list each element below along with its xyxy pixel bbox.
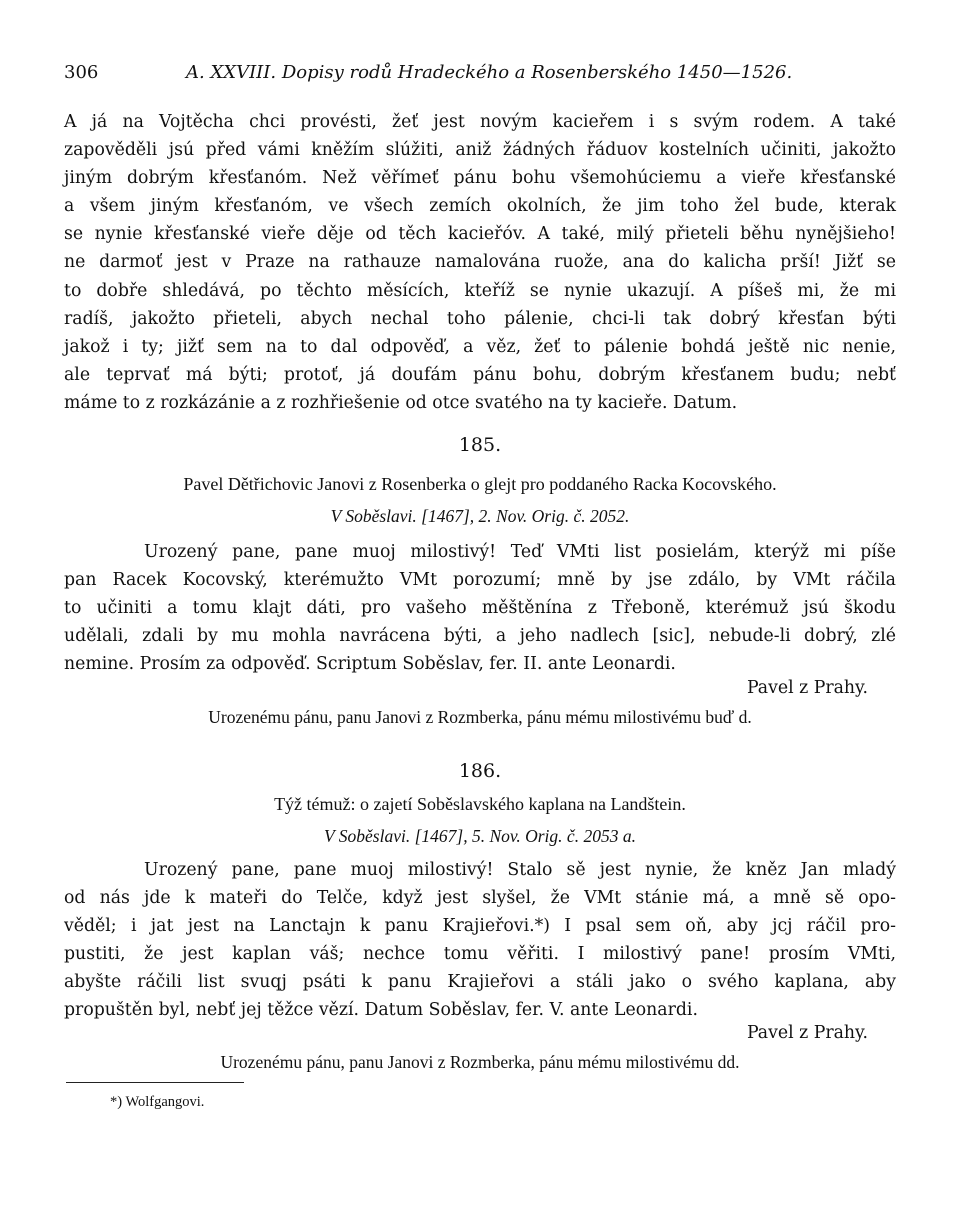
- letter-address: Urozenému pánu, panu Janovi z Rozmberka, pánu mému milostivému dd.: [220, 1052, 740, 1072]
- text-line: zapověděli jsú před vámi kněžím slúžiti, aniž žádných řáduov kostelních učiniti, jakožto: [64, 140, 896, 161]
- footnote: *) Wolfgangovi.: [110, 1094, 205, 1110]
- page-header: [64, 62, 904, 88]
- text-line: se nynie křesťanské vieře děje od těch kacieřóv. A také, milý přieteli běhu nynějšieho!: [64, 224, 896, 245]
- signature: Pavel z Prahy.: [746, 1023, 868, 1043]
- letter-number: 186.: [458, 760, 502, 782]
- letter-heading: Týž témuž: o zajetí Soběslavského kaplana na Landštein.: [274, 794, 686, 814]
- text-line: od nás jde k mateři do Telče, když jest slyšel, že VMt stánie má, a mně sě opo-: [64, 888, 896, 909]
- text-line: jiným dobrým křesťanóm. Než věřímeť pánu bohu všemohúciemu a vieře křesťanské: [64, 168, 896, 189]
- letter-body: [64, 856, 896, 1025]
- text-line: to dobře shledává, po těchto měsících, kteříž se nynie ukazují. A píšeš mi, že mi: [64, 280, 896, 301]
- text-line: ne darmoť jest v Praze na rathauze namalována ruože, ana do kalicha prší! Jižť se: [64, 252, 896, 273]
- letter-body: [64, 538, 896, 678]
- text-line: Urozený pane, pane muoj milostivý! Teď VMti list posielám, kterýž mi píše: [144, 542, 896, 562]
- text-line: abyšte ráčili list svuqj psáti k panu Krajieřovi a stáli jako o svého kaplana, aby: [64, 972, 896, 993]
- running-title: A. XXVIII. Dopisy rodů Hradeckého a Rosenberského 1450—1526.: [186, 62, 793, 83]
- letter-date-line: V Soběslavi. [1467], 2. Nov. Orig. č. 2052.: [330, 506, 630, 526]
- text-line: pustiti, že jest kaplan váš; nechce tomu věřiti. I milostivý pane! prosím VMti,: [64, 944, 896, 965]
- text-line: radíš, jakožto přieteli, abych nechal toho pálenie, chci-li tak dobrý křesťan býti: [64, 308, 896, 329]
- text-line: jakož i ty; jižť sem na to dal odpověď, a věz, žeť to pálenie bohdá ještě nic nenie,: [64, 336, 896, 357]
- text-line: A já na Vojtěcha chci provésti, žeť jest novým kacieřem i s svým rodem. A také: [64, 112, 896, 132]
- signature: Pavel z Prahy.: [746, 678, 868, 698]
- text-line: to učiniti a tomu klajt dáti, pro vašeho měštěnína z Třeboně, kterémuž jsú škodu: [64, 598, 896, 619]
- text-line: pan Racek Kocovský, kterémužto VMt porozumí; mně by jse zdálo, by VMt ráčila: [64, 570, 896, 591]
- text-line: věděl; i jat jest na Lanctajn k panu Krajieřovi.*) I psal sem oň, aby jcj ráčil pro-: [64, 916, 896, 937]
- text-line: nemine. Prosím za odpověď. Scriptum Soběslav, fer. II. ante Leonardi.: [64, 654, 676, 675]
- text-line: Urozený pane, pane muoj milostivý! Stalo sě jest nynie, že kněz Jan mladý: [144, 860, 896, 880]
- page-number: 306: [64, 62, 99, 83]
- text-line: a všem jiným křesťanóm, ve všech zemích okolních, že jim toho žel bude, kterak: [64, 196, 896, 217]
- footnote-divider: [66, 1082, 244, 1083]
- text-line: máme to z rozkázánie a z rozhřiešenie od otce svatého na ty kacieře. Datum.: [64, 392, 738, 413]
- letter-number: 185.: [458, 434, 502, 456]
- letter-date-line: V Soběslavi. [1467], 5. Nov. Orig. č. 2053 a.: [324, 826, 636, 846]
- text-line: ale teprvať má býti; protoť, já doufám pánu bohu, dobrým křesťanem budu; nebť: [64, 364, 896, 385]
- text-line: udělali, zdali by mu mohla navrácena býti, a jeho nadlech [sic], nebude-li dobrý, zlé: [64, 626, 896, 647]
- letter-heading: Pavel Dětřichovic Janovi z Rosenberka o glejt pro poddaného Racka Kocovského.: [183, 474, 777, 494]
- text-line: propuštěn byl, nebť jej těžce vězí. Datum Soběslav, fer. V. ante Leonardi.: [64, 1000, 698, 1021]
- letter-address: Urozenému pánu, panu Janovi z Rozmberka, pánu mému milostivému buď d.: [208, 707, 752, 727]
- intro-paragraph: [64, 108, 896, 417]
